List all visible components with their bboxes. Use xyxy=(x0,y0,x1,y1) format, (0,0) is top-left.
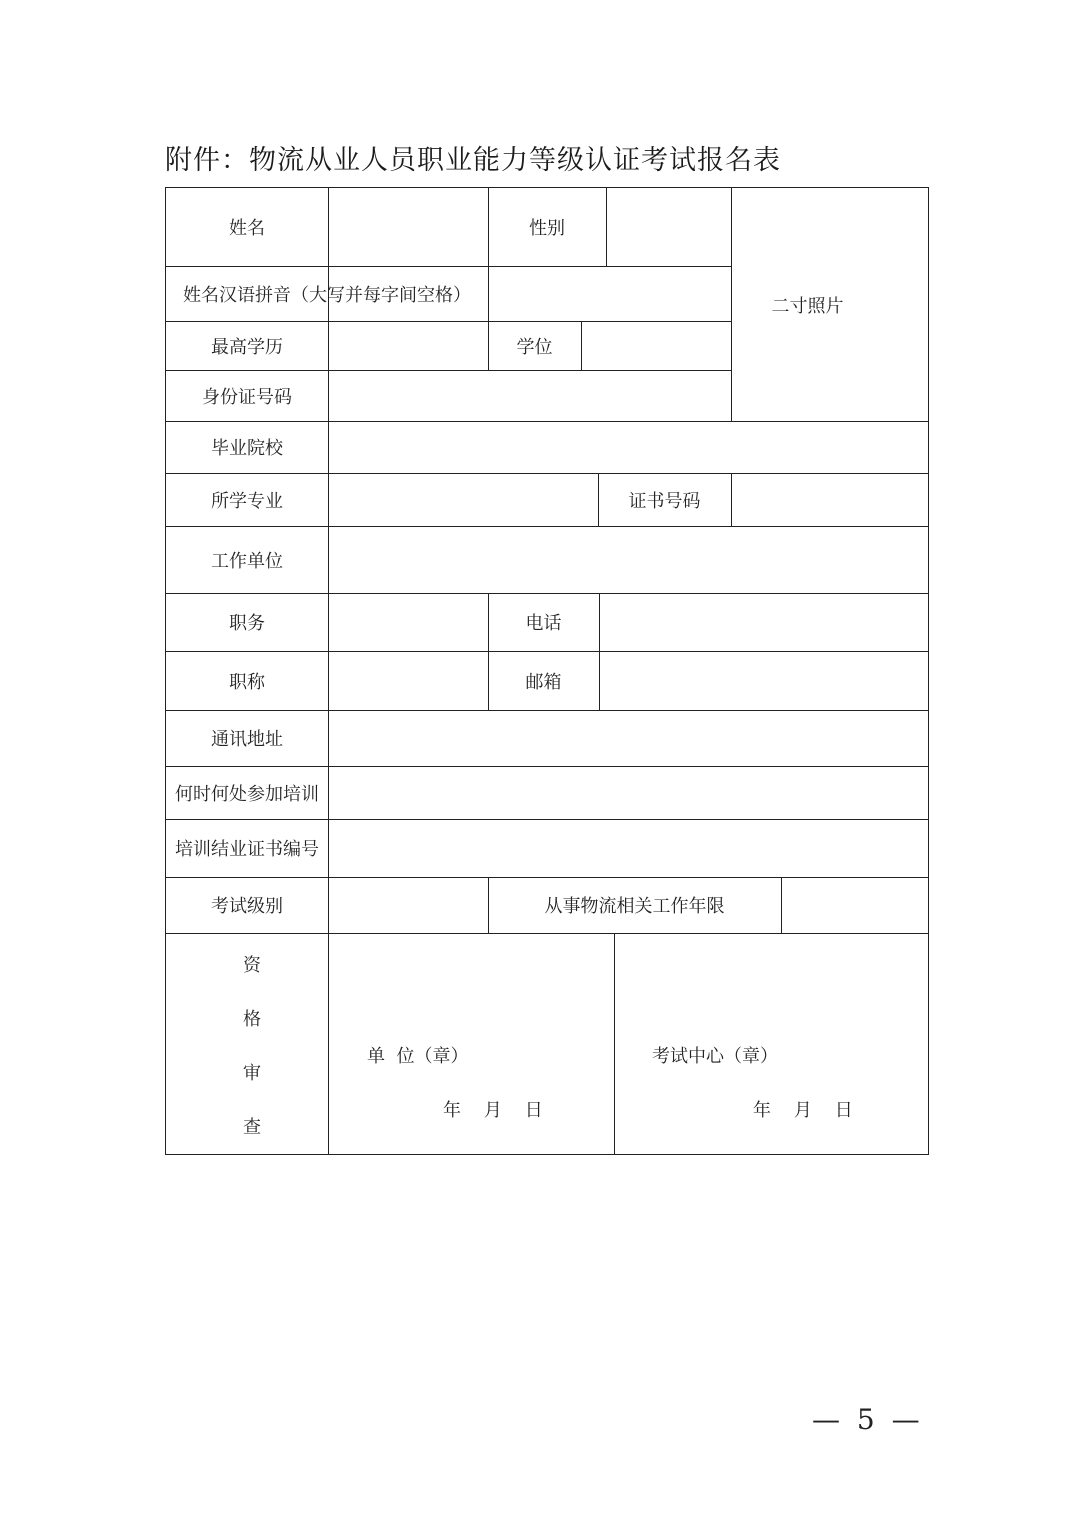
name-field[interactable] xyxy=(328,188,488,266)
id-number-field[interactable] xyxy=(328,370,731,421)
address-label: 通讯地址 xyxy=(211,729,283,750)
review-char-1: 资 xyxy=(243,955,261,976)
email-field[interactable] xyxy=(599,651,928,710)
training-field[interactable] xyxy=(328,766,928,819)
unit-seal-label: 单 位（章） xyxy=(367,1046,469,1067)
col-divider xyxy=(614,933,615,1154)
major-field[interactable] xyxy=(328,473,598,526)
email-label: 邮箱 xyxy=(525,671,562,693)
degree-field[interactable] xyxy=(581,321,731,370)
certificate-no-field[interactable] xyxy=(731,473,928,526)
review-char-3: 审 xyxy=(243,1063,261,1084)
address-field[interactable] xyxy=(328,710,928,766)
name-label: 姓名 xyxy=(229,218,265,239)
pinyin-label: 姓名汉语拼音（大写并每字间空格） xyxy=(183,284,471,306)
employer-label: 工作单位 xyxy=(211,550,283,572)
education-label: 最高学历 xyxy=(211,336,283,358)
work-years-field[interactable] xyxy=(781,877,928,933)
title-field[interactable] xyxy=(328,651,488,710)
exam-center-seal-label: 考试中心（章） xyxy=(652,1046,778,1067)
pinyin-field[interactable] xyxy=(488,266,731,321)
phone-field[interactable] xyxy=(599,593,928,651)
training-label: 何时何处参加培训 xyxy=(175,783,319,805)
training-cert-label: 培训结业证书编号 xyxy=(175,839,319,860)
position-field[interactable] xyxy=(328,593,488,651)
exam-level-label: 考试级别 xyxy=(211,896,283,917)
row-divider xyxy=(166,933,928,934)
degree-label: 学位 xyxy=(516,336,553,358)
school-label: 毕业院校 xyxy=(211,438,283,459)
school-field[interactable] xyxy=(328,421,928,473)
training-cert-field[interactable] xyxy=(328,819,928,877)
review-char-4: 查 xyxy=(243,1117,261,1138)
exam-level-field[interactable] xyxy=(328,877,488,933)
registration-form xyxy=(165,187,929,1155)
gender-field[interactable] xyxy=(606,188,731,266)
page-number: — 5 — xyxy=(812,1403,924,1436)
major-label: 所学专业 xyxy=(211,490,283,512)
page-title: 附件：物流从业人员职业能力等级认证考试报名表 xyxy=(165,145,781,176)
education-field[interactable] xyxy=(328,321,488,370)
unit-seal-date: 年 月 日 xyxy=(443,1100,543,1121)
gender-label: 性别 xyxy=(529,218,565,239)
review-char-2: 格 xyxy=(243,1009,261,1030)
certificate-no-label: 证书号码 xyxy=(628,490,701,512)
employer-field[interactable] xyxy=(328,526,928,593)
title-label: 职称 xyxy=(229,671,265,693)
position-label: 职务 xyxy=(229,613,265,634)
phone-label: 电话 xyxy=(525,613,562,634)
photo-placeholder[interactable]: 二寸照片 xyxy=(771,295,844,317)
work-years-label: 从事物流相关工作年限 xyxy=(544,896,725,917)
exam-center-seal-date: 年 月 日 xyxy=(753,1100,853,1121)
id-number-label: 身份证号码 xyxy=(202,386,292,408)
